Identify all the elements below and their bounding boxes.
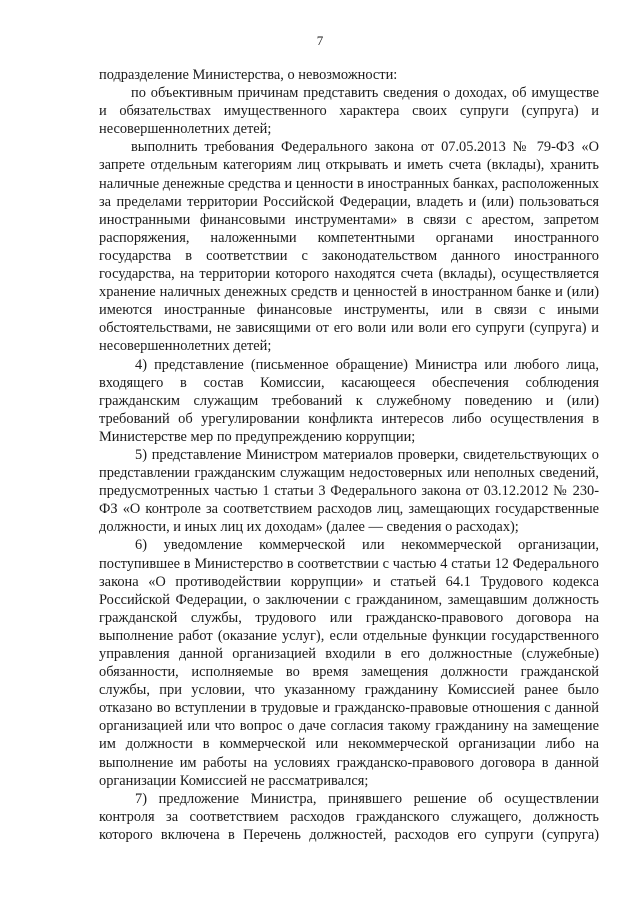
document-body — [99, 66, 599, 844]
paragraph-item-7: 7) предложение Министра, принявшего решение об осуществлении контроля за соответствием расходов гражданского служащего, должность которого включена в Перечень должностей, расходов его супруги (супруга) — [99, 790, 599, 843]
paragraph-continuation: подразделение Министерства, о невозможности: — [99, 67, 398, 83]
paragraph-federal-law-79: выполнить требования Федерального закона от 07.05.2013 № 79-ФЗ «О запрете отдельным категориям лиц открывать и иметь счета (вклады), хранить наличные денежные средства и ценности в иностранных банках, расположенных за пределами территории Российской Федерации, владеть и (или) пользоваться иностранными финансовыми инструментами» в связи с арестом, запретом распоряжения, наложенными компетентными органами иностранного государства в соответствии с законодательством данного иностранного государства, на территории которого находятся счета (вклады), осуществляется хранение наличных денежных средств и ценностей в иностранном банке и (или) имеются иностранные финансовые инструменты, или в связи с иными обстоятельствами, не зависящими от его воли или воли его супруги (супруга) и несовершеннолетних детей; — [99, 139, 599, 355]
paragraph-income-info: по объективным причинам представить сведения о доходах, об имуществе и обязательствах имущественного характера своих супруги (супруга) и несовершеннолетних детей; — [99, 85, 599, 138]
paragraph-item-5: 5) представление Министром материалов проверки, свидетельствующих о представлении гражданским служащим недостоверных или неполных сведений, предусмотренных частью 1 статьи 3 Федерального закона от 03.12.2012 № 230-ФЗ «О контроле за соответствием расходов лиц, замещающих государственные должности, и иных лиц их доходам» (далее — сведения о расходах); — [99, 446, 599, 536]
paragraph-item-6: 6) уведомление коммерческой или некоммерческой организации, поступившее в Министерство в соответствии с частью 4 статьи 12 Федерального закона «О противодействии коррупции» и статьей 64.1 Трудового кодекса Российской Федерации, о заключении с гражданином, замещавшим должность гражданской службы, трудового или гражданско-правового договора на выполнение работ (оказание услуг), если отдельные функции государственного управления данной организацией входили в его должностные (служебные) обязанности, исполняемые во время замещения должности гражданской службы, при условии, что указанному гражданину Комиссией ранее было отказано во вступлении в трудовые и гражданско-правовые отношения с данной организацией или что вопрос о даче согласия такому гражданину на замещение им должности в коммерческой или некоммерческой организации либо на выполнение им работы на условиях гражданско-правового договора в данной организации Комиссией не рассматривался; — [99, 537, 599, 789]
page-number: 7 — [316, 33, 324, 48]
paragraph-item-4: 4) представление (письменное обращение) Министра или любого лица, входящего в состав Комиссии, касающееся обеспечения соблюдения гражданским служащим требований к служебному поведению и (или) требований об урегулировании конфликта интересов либо осуществления в Министерстве мер по предупреждению коррупции; — [99, 356, 599, 445]
